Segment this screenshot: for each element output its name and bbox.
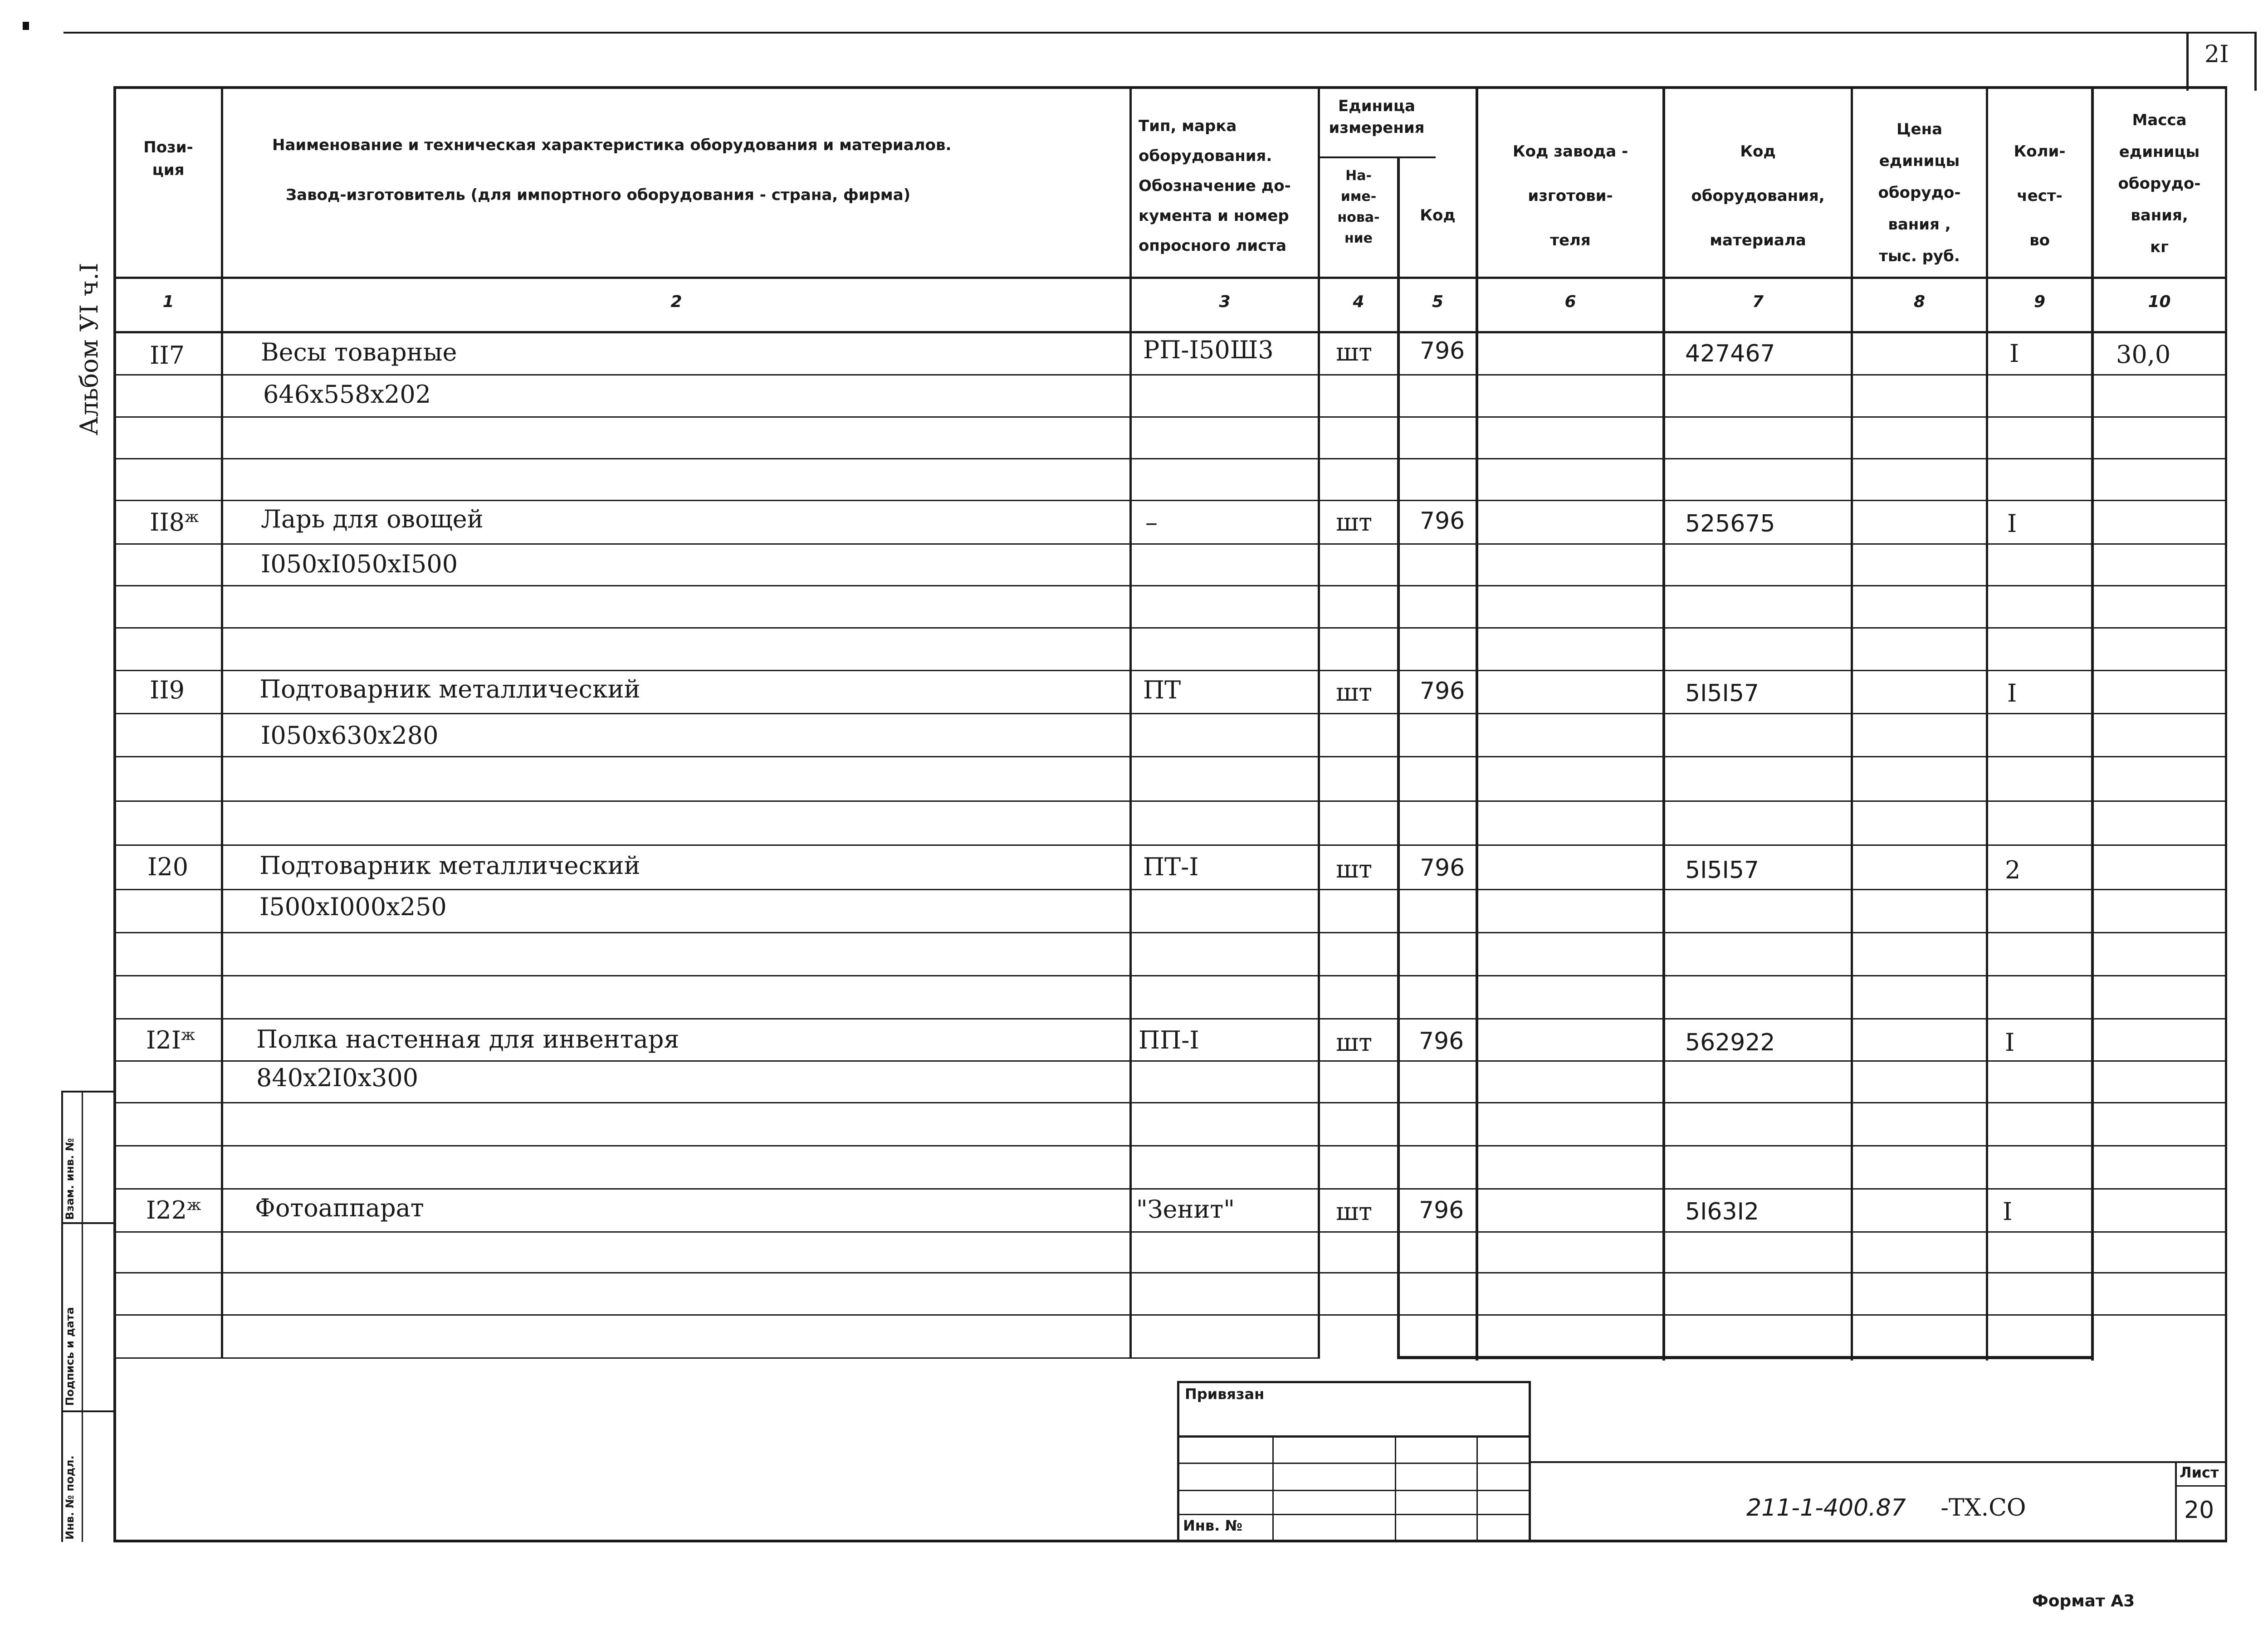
item-unit-code: 796 — [1420, 507, 1465, 535]
header-mass: Масса единицы оборудо- вания, кг — [2118, 111, 2201, 256]
col-num-9: 9 — [2033, 293, 2046, 311]
col-num-2: 2 — [670, 293, 682, 311]
item-mass: 30,0 — [2116, 340, 2171, 369]
col-num-3: 3 — [1219, 293, 1231, 311]
item-name: Весы товарные — [261, 338, 457, 366]
col-num-6: 6 — [1564, 293, 1576, 311]
item-equip-code: 5I5I57 — [1685, 857, 1760, 884]
item-pos: I20 — [147, 853, 189, 881]
header-price: Цена единицы оборудо- вания , тыс. руб. — [1878, 120, 1961, 265]
item-qty: I — [2007, 509, 2017, 538]
item-equip-code: 5I63I2 — [1685, 1198, 1760, 1225]
col-num-1: 1 — [162, 293, 174, 311]
item-qty: I — [2007, 679, 2017, 707]
item-name: Подтоварник металлический — [259, 851, 640, 880]
item-qty: I — [2009, 339, 2019, 368]
item-dims: 840х2I0х300 — [256, 1063, 419, 1092]
item-pos: II9 — [150, 676, 185, 704]
item-type: "Зенит" — [1136, 1195, 1235, 1224]
item-unit: шт — [1336, 678, 1373, 707]
item-type: ПТ — [1143, 676, 1181, 704]
item-name: Фотоаппарат — [255, 1194, 424, 1222]
stamp-signature-date: Подпись и дата — [64, 1307, 76, 1406]
stamp-inv: Инв. № — [1183, 1517, 1242, 1534]
item-unit: шт — [1336, 508, 1373, 537]
sheet-number: 20 — [2184, 1497, 2214, 1524]
header-plant-code: Код завода - изготови- теля — [1512, 142, 1628, 249]
item-equip-code: 562922 — [1685, 1029, 1775, 1056]
paper-format: Формат А3 — [2032, 1592, 2135, 1610]
sheet-label: Лист — [2180, 1464, 2219, 1481]
item-pos: $II8^ж$ — [150, 508, 199, 537]
item-type: ПП-I — [1139, 1026, 1199, 1054]
item-name: Ларь для овощей — [261, 505, 484, 533]
item-type: ПТ-I — [1143, 853, 1199, 881]
item-unit-code: 796 — [1419, 1028, 1464, 1055]
item-dims: 646х558х202 — [263, 380, 431, 409]
header-unit-name: На- име- нова- ние — [1337, 168, 1380, 246]
item-dims: I050хI050хI500 — [261, 550, 458, 578]
item-dims: I050х630х280 — [261, 721, 439, 750]
item-pos: $I2I^ж$ — [146, 1026, 196, 1054]
item-name: Подтоварник металлический — [259, 675, 640, 703]
item-qty: 2 — [2005, 856, 2021, 884]
item-unit: шт — [1336, 338, 1373, 366]
header-name-line2: Завод-изготовитель (для импортного оборудования - страна, фирма) — [286, 186, 911, 204]
item-unit-code: 796 — [1420, 337, 1465, 365]
header-name-line1: Наименование и техническая характеристика оборудования и материалов. — [272, 136, 952, 154]
header-equip-code: Код оборудования, материала — [1691, 142, 1825, 249]
item-type: – — [1145, 508, 1158, 537]
item-equip-code: 427467 — [1685, 340, 1775, 367]
item-unit-code: 796 — [1420, 854, 1465, 882]
header-unit: Единица измерения — [1329, 97, 1425, 137]
col-num-5: 5 — [1432, 293, 1444, 311]
item-pos: $I22^ж$ — [146, 1196, 201, 1224]
item-equip-code: 5I5I57 — [1685, 680, 1760, 707]
col-num-8: 8 — [1913, 293, 1926, 311]
item-qty: I — [2003, 1197, 2013, 1226]
item-qty: I — [2005, 1028, 2015, 1057]
punch-mark — [23, 22, 29, 30]
document-code: 211-1-400.87 -ТХ.СО — [1746, 1494, 2026, 1522]
header-unit-code: Код — [1420, 206, 1456, 224]
col-num-4: 4 — [1353, 293, 1364, 311]
stamp-orig-inv: Инв. № подл. — [64, 1455, 76, 1540]
header-pos: Пози- ция — [143, 138, 193, 179]
stamp-replace-inv: Взам. инв. № — [64, 1138, 76, 1220]
item-type: РП-I50Ш3 — [1143, 336, 1274, 364]
header-type: Тип, марка оборудования. Обозначение до- кумента и номер опросного листа — [1139, 117, 1291, 255]
item-equip-code: 525675 — [1685, 510, 1775, 537]
item-unit: шт — [1336, 1197, 1373, 1226]
stamp-linked: Привязан — [1185, 1385, 1265, 1403]
item-unit: шт — [1336, 855, 1373, 883]
page-number: 2I — [2204, 41, 2229, 68]
item-unit: шт — [1336, 1028, 1373, 1057]
col-num-10: 10 — [2148, 293, 2171, 311]
item-dims: I500хI000х250 — [259, 893, 447, 921]
item-unit-code: 796 — [1420, 678, 1465, 705]
album-label: Альбом УI ч.I — [75, 263, 103, 435]
item-name: Полка настенная для инвентаря — [256, 1025, 679, 1054]
item-pos: II7 — [150, 341, 185, 370]
col-num-7: 7 — [1752, 293, 1764, 311]
item-unit-code: 796 — [1419, 1197, 1464, 1224]
header-qty: Коли- чест- во — [2014, 142, 2066, 249]
